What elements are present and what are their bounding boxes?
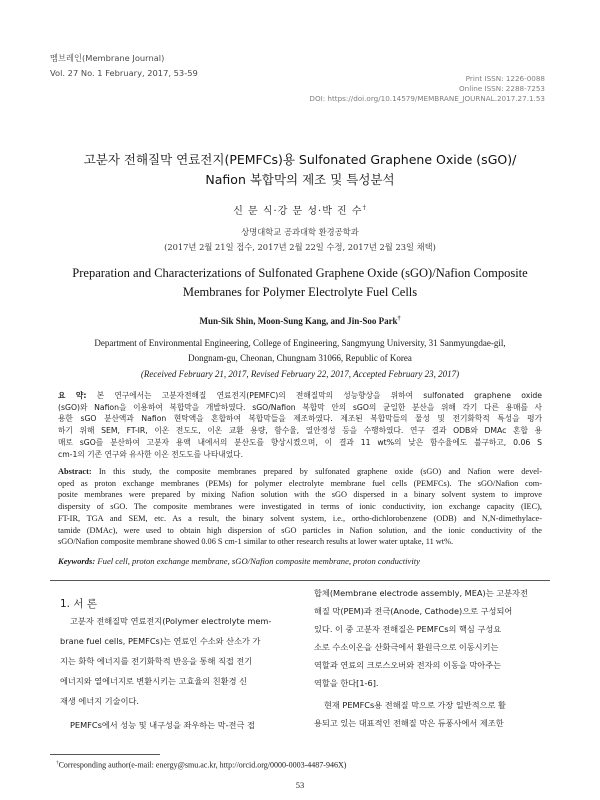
section-divider: [50, 580, 550, 581]
section-heading: 1. 서 론: [60, 598, 97, 610]
abstract-english-line: sGO/Nafion composite membrane showed 0.06 S cm-1 similar to other research results at lower water uptake, 11 wt%.: [58, 537, 454, 547]
abstract-english-line: oped as proton exchange membranes (PEMs) for polymer electrolyte membrane fuel cells (PEMFCs). The sGO/Nafion com-: [58, 478, 542, 488]
body-line: 현재 PEMFCs용 전해질 막으로 가장 일반적으로 활: [324, 700, 506, 710]
title-korean-line-2: Nafion 복합막의 제조 및 특성분석: [205, 172, 395, 187]
body-line: PEMFCs에서 성능 및 내구성을 좌우하는 막-전극 접: [70, 720, 255, 730]
body-line: 용되고 있는 대표적인 전해질 막은 듀퐁사에서 제조한: [314, 718, 504, 728]
page-number: 53: [295, 780, 305, 790]
abstract-korean-label: 요 약:: [58, 391, 87, 400]
body-line: 해질 막(PEM)과 전극(Anode, Cathode)으로 구성되어: [314, 606, 513, 616]
dates-korean: (2017년 2월 21일 접수, 2017년 2월 22일 수정, 2017년 2월 23일 채택): [164, 242, 436, 252]
abstract-english-line: FT-IR, TGA and SEM, etc. As a result, the binary solvent system, i.e., ortho-dichlorobenzene (ODB) and N,N-dimethylace-: [58, 513, 542, 523]
footnote-divider: [50, 754, 160, 755]
body-line: 역할을 한다[1-6].: [314, 678, 379, 688]
abstract-english-label: Abstract:: [58, 467, 92, 476]
affiliation-english-line-2: Dongnam-gu, Cheonan, Chungnam 31066, Republic of Korea: [188, 353, 412, 363]
journal-name: 멤브레인(Membrane Journal): [50, 53, 165, 63]
abstract-english-line: dispersity of sGO. The composite membranes were investigated in terms of ionic conductivity, ion exchange capacity (IEC),: [58, 502, 542, 512]
abstract-english-line: tamide (DMAc), were used to obtain high dispersion of sGO particles in Nafion solution, and the ionic conductivity of the: [58, 525, 542, 535]
abstract-korean: [58, 390, 542, 460]
abstract-english-line: posite membranes were prepared by mixing Nafion solution with the sGO dispersed in a binary solvent system to improve: [58, 490, 542, 500]
doi: DOI: https://doi.org/10.14579/MEMBRANE_JOURNAL.2017.27.1.53: [309, 94, 545, 103]
authors-english-names: Mun-Sik Shin, Moon-Sung Kang, and Jin-Soo Park: [199, 316, 398, 326]
authors-english: [0, 316, 600, 326]
keywords-text: Fuel cell, proton exchange membrane, sGO/Nafion composite membrane, proton conductivity: [97, 556, 420, 566]
body-line: 소로 수소이온을 산화극에서 환원극으로 이동시키는: [314, 642, 499, 652]
body-line: 고분자 전해질막 연료전지(Polymer electrolyte mem-: [70, 616, 272, 626]
body-line: 재생 에너지 기술이다.: [60, 696, 139, 706]
body-line: brane fuel cells, PEMFCs)는 연료인 수소와 산소가 가: [60, 636, 261, 646]
journal-volume: Vol. 27 No. 1 February, 2017, 53-59: [50, 68, 198, 78]
corresponding-mark-ko: †: [362, 203, 367, 212]
body-line: 있다. 이 중 고분자 전해질은 PEMFCs의 핵심 구성요: [314, 624, 502, 634]
body-column-right: [314, 588, 544, 748]
affiliation-korean: 상명대학교 공과대학 환경공학과: [241, 227, 359, 237]
authors-korean: [0, 202, 600, 217]
abstract-korean-line: cm-1의 기존 연구와 유사한 이온 전도도를 나타내었다.: [58, 449, 244, 459]
abstract-korean-line: 요 약: 본 연구에서는 고분자전해질 연료전지(PEMFC)의 전해질막의 성능향상을 위하여 sulfonated graphene oxide: [58, 391, 542, 400]
title-korean-line-1: 고분자 전해질막 연료전지(PEMFCs)용 Sulfonated Graphene Oxide (sGO)/: [83, 152, 517, 167]
abstract-korean-line: (sGO)와 Nafion을 이용하여 복합막을 개발하였다. sGO/Nafion 복합막 안의 sGO의 균일한 분산을 위해 각기 다른 용매를 사: [58, 402, 542, 412]
abstract-korean-line: 용한 sGO 분산액과 Nafion 현탁액을 혼합하여 복합막들을 제조하였다. 제조된 복합막들의 물성 및 전기화학적 특성을 평가: [58, 414, 542, 424]
abstract-english-line: Abstract: In this study, the composite membranes prepared by sulfonated graphene oxide (sGO) and Nafion were devel-: [58, 467, 542, 476]
keywords-label: Keywords:: [58, 556, 96, 566]
footnote: [56, 760, 346, 770]
title-english-line-2: Membranes for Polymer Electrolyte Fuel Cells: [182, 285, 418, 299]
body-column-left: [60, 616, 288, 746]
online-issn: Online ISSN: 2288-7253: [459, 84, 545, 93]
abstract-english: [58, 466, 542, 548]
footnote-text: Corresponding author(e-mail: energy@smu.ac.kr, http://orcid.org/0000-0003-4487-946X): [58, 760, 347, 770]
affiliation-english-line-1: Department of Environmental Engineering, College of Engineering, Sangmyung University, 31 Sanmyungdae-gil,: [94, 338, 506, 348]
body-line: 역할과 연료의 크로스오버와 전자의 이동을 막아주는: [314, 660, 502, 670]
title-english-line-1: Preparation and Characterizations of Sulfonated Graphene Oxide (sGO)/Nafion Composite: [72, 266, 528, 280]
body-line: 에너지와 열에너지로 변환시키는 고효율의 친환경 신: [60, 676, 248, 686]
abstract-korean-line: 매로 sGO를 분산하여 고분자 용액 내에서의 분산도를 향상시켰으며, 이 결과 11 wt%의 낮은 함수율에도 불구하고, 0.06 S: [58, 437, 542, 447]
authors-korean-names: 신 문 식·강 문 성·박 진 수: [233, 206, 363, 217]
footnote-mark: †: [56, 760, 59, 766]
body-line: 합체(Membrane electrode assembly, MEA)는 고분자전: [314, 588, 528, 598]
abstract-korean-line: 하기 위해 SEM, FT-IR, 이온 전도도, 이온 교환 용량, 함수율, 열안정성 등을 수행하였다. 연구 결과 ODB와 DMAc 혼합 용: [58, 426, 542, 436]
corresponding-mark-en: †: [397, 316, 401, 322]
received-dates: (Received February 21, 2017, Revised February 22, 2017, Accepted February 23, 2017): [140, 369, 460, 379]
body-line: 지는 화학 에너지를 전기화학적 반응을 통해 직접 전기: [60, 656, 253, 666]
keywords: [58, 556, 420, 566]
print-issn: Print ISSN: 1226-0088: [465, 74, 545, 83]
